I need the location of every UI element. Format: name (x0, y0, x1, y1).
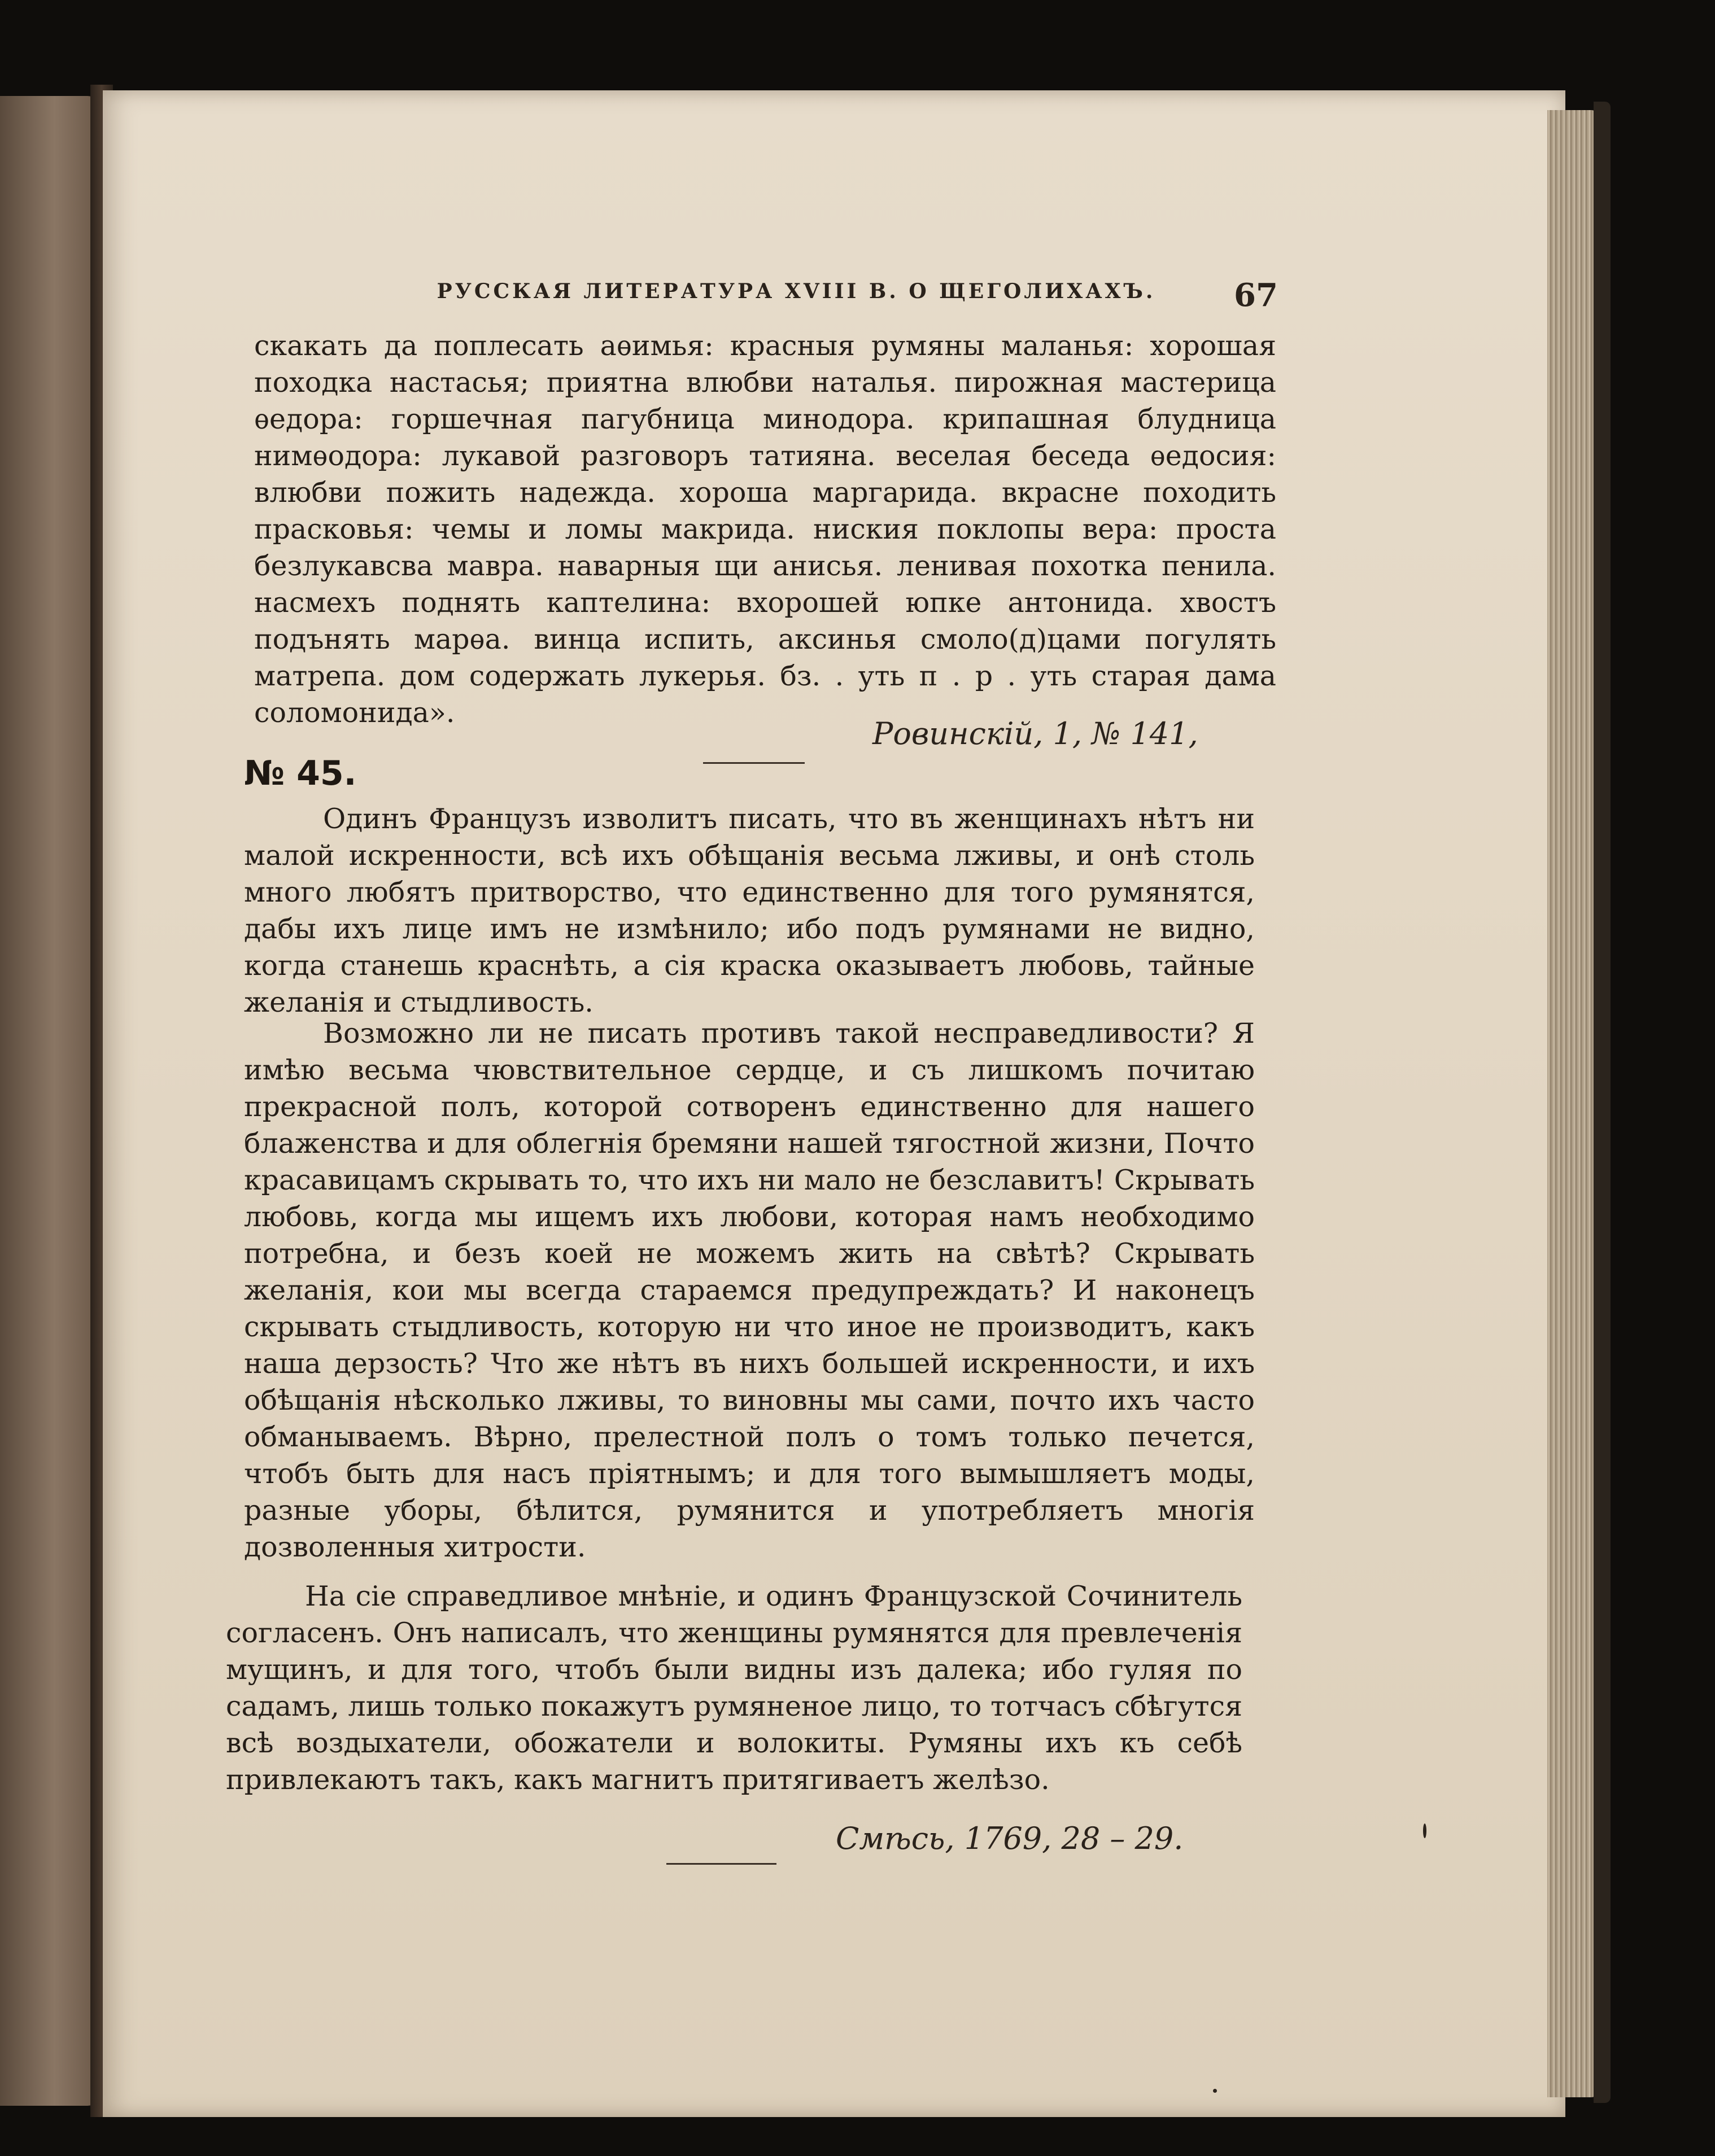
section-number: № 45. (244, 754, 357, 793)
top-quote-text: скакать да поплесать аѳимья: красныя румяны маланья: хорошая походка настасья; приятна влюбви наталья. пирожная мастерица ѳедора: горшечная пагубница минодора. крипашная блудница нимѳодора: лукавой разговоръ татияна. веселая беседа ѳедосия: влюбви пожить надежда. хороша маргарида. вкрасне походить прасковья: чемы и ломы макрида. ниския поклопы вера: проста безлукавсва мавра. наварныя щи анисья. ленивая похотка пенила. насмехъ поднять каптелина: вхорошей юпке антонида. хвостъ подънять марѳа. винца испить, аксинья смоло(д)цами погулять матрепа. дом содержать лукерья. бз. . уть п . р . уть старая дама соломонида». (254, 330, 1276, 729)
top-quote-citation: Ровинскій, 1, № 141, (872, 716, 1198, 751)
closing-rule (666, 1863, 776, 1865)
page-number: 67 (1234, 277, 1278, 314)
paragraph-2: Возможно ли не писать противъ такой несправедливости? Я имѣю весьма чювствительное сердце, и съ лишкомъ почитаю прекрасной полъ, которой сотворенъ единственно для нашего блаженства и для облегнія бремяни нашей тягостной жизни, Почто красавицамъ скрывать то, что ихъ ни мало не безславитъ! Скрывать любовь, когда мы ищемъ ихъ любови, которая намъ необходимо потребна, и безъ коей не можемъ жить на свѣтѣ? Скрывать желанія, кои мы всегда стараемся предупреждать? И наконецъ скрывать стыдливость, которую ни что иное не производитъ, какъ наша дерзость? Что же нѣтъ въ нихъ большей искренности, и ихъ обѣщанія нѣсколько лживы, то виновны мы сами, почто ихъ часто обманываемъ. Вѣрно, прелестной полъ о томъ только печется, чтобъ быть для насъ пріятнымъ; и для того вымышляетъ моды, разные уборы, бѣлится, румянится и употребляетъ многія дозволенныя хитрости. (244, 1017, 1255, 1563)
running-title: РУССКАЯ ЛИТЕРАТУРА XVIII В. О ЩЕГОЛИХАХЪ. (437, 279, 1156, 303)
paragraph-3: На сіе справедливое мнѣніе, и одинъ Французской Сочинитель согласенъ. Онъ написалъ, что женщины румянятся для превлеченія мущинъ, и для того, чтобъ были видны изъ далека; ибо гуляя по садамъ, лишь только покажутъ румяненое лицо, то тотчасъ сбѣгутся всѣ воздыхатели, обожатели и волокиты. Румяны ихъ къ себѣ привлекаютъ такъ, какъ магнитъ притягиваетъ желѣзо. (226, 1580, 1242, 1796)
section-divider (703, 762, 805, 764)
ink-speck (1213, 2089, 1217, 2093)
ink-speck (1423, 1823, 1426, 1838)
paragraph-1: Одинъ Французъ изволитъ писать, что въ женщинахъ нѣтъ ни малой искренности, всѣ ихъ обѣщанія весьма лживы, и онѣ столь много любятъ притворство, что единственно для того румянятся, дабы ихъ лице имъ не измѣнило; ибо подъ румянами не видно, когда станешь краснѣть, а сія краска оказываетъ любовь, тайные желанія и стыдливость. (244, 803, 1255, 1018)
section-citation: Смѣсь, 1769, 28 – 29. (836, 1821, 1184, 1856)
